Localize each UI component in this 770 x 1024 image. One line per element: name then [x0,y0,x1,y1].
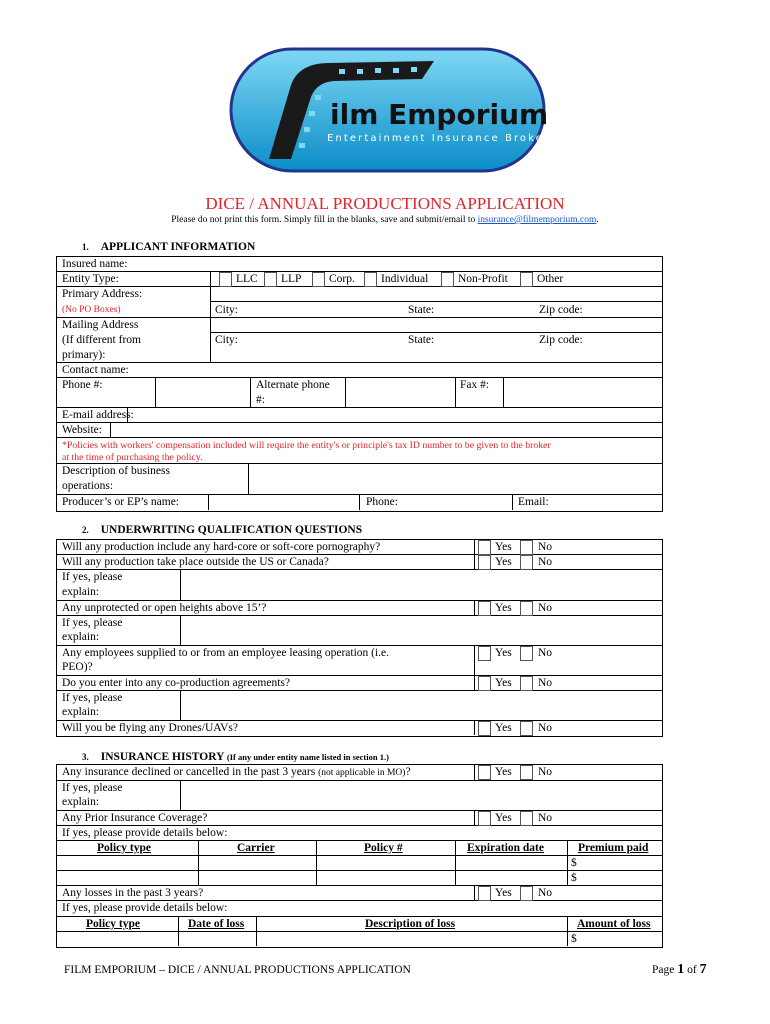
question-drones: Will you be flying any Drones/UAVs? [62,722,238,734]
llp-label: LLP [281,273,302,285]
loss-col-policy-type: Policy type [86,918,140,930]
zip-label: Zip code: [539,304,583,316]
q1-no-label: No [538,541,553,553]
q6-yes-checkbox[interactable] [478,721,491,736]
producer-phone-label: Phone: [366,496,398,508]
q5-yes-checkbox[interactable] [478,676,491,691]
llc-checkbox[interactable] [219,272,232,287]
col-carrier: Carrier [237,842,275,854]
mailing-city-label: City: [215,334,239,346]
q6-no-label: No [538,722,553,734]
premium-dollar-2: $ [571,872,577,884]
alt-phone-label-2: #: [256,394,265,406]
s3q2-no-checkbox[interactable] [520,811,533,826]
q5-explain-label: If yes, please [62,692,123,704]
q3-no-checkbox[interactable] [520,601,533,616]
q6-no-checkbox[interactable] [520,721,533,736]
mailing-address-label-3: primary): [62,349,106,361]
loss-col-amount: Amount of loss [577,918,651,930]
loss-col-description: Description of loss [365,918,456,930]
logo-tagline: Entertainment Insurance Brokers [327,133,546,144]
q5-yes-label: Yes [495,677,512,689]
s3q2-no-label: No [538,812,553,824]
phone-label: Phone #: [62,379,103,391]
llc-label: LLC [236,273,258,285]
mailing-address-label: Mailing Address [62,319,139,331]
website-label: Website: [62,424,102,436]
other-label: Other [537,273,564,285]
corp-checkbox[interactable] [312,272,325,287]
question-pornography: Will any production include any hard-core or soft-core pornography? [62,541,381,553]
producer-label: Producer’s or EP’s name: [62,496,180,508]
q3-explain-label: If yes, please [62,617,123,629]
premium-dollar-1: $ [571,857,577,869]
mailing-address-label-2: (If different from [62,334,141,346]
form-note: Please do not print this form. Simply fill in the blanks, save and submit/email to insurance@filmemporium.com. [171,215,599,225]
description-label: Description of business [62,465,170,477]
nonprofit-checkbox[interactable] [441,272,454,287]
question-declined: Any insurance declined or cancelled in the past 3 years (not applicable in MO)? [62,766,411,778]
q5-no-label: No [538,677,553,689]
footer-text: FILM EMPORIUM – DICE / ANNUAL PRODUCTIONS APPLICATION [64,964,411,976]
section3-title: 3. INSURANCE HISTORY (If any under entity name listed in section 1.) [82,751,389,763]
mailing-zip-label: Zip code: [539,334,583,346]
q3-yes-checkbox[interactable] [478,601,491,616]
q1-yes-label: Yes [495,541,512,553]
primary-address-label: Primary Address: [62,288,143,300]
state-label: State: [408,304,435,316]
nonprofit-label: Non-Profit [458,273,508,285]
q4-yes-label: Yes [495,647,512,659]
q6-yes-label: Yes [495,722,512,734]
individual-checkbox[interactable] [364,272,377,287]
q1-yes-checkbox[interactable] [478,540,491,555]
entity-type-label: Entity Type: [62,273,119,285]
q2-explain-label: If yes, please [62,571,123,583]
col-policy-number: Policy # [364,842,403,854]
fax-label: Fax #: [460,379,490,391]
section2-title: 2. UNDERWRITING QUALIFICATION QUESTIONS [82,524,363,536]
s3q1-no-checkbox[interactable] [520,765,533,780]
q2-yes-checkbox[interactable] [478,555,491,570]
loss-dollar: $ [571,933,577,945]
corp-label: Corp. [329,273,355,285]
question-heights: Any unprotected or open heights above 15’? [62,602,267,614]
s3q1-no-label: No [538,766,553,778]
producer-email-label: Email: [518,496,549,508]
q2-yes-label: Yes [495,556,512,568]
contact-name-label: Contact name: [62,364,129,376]
q3-explain-label-2: explain: [62,631,100,643]
question-outside-us: Will any production take place outside the US or Canada? [62,556,329,568]
question-prior-coverage: Any Prior Insurance Coverage? [62,812,208,824]
s3q3-yes-checkbox[interactable] [478,886,491,901]
s3q2-yes-label: Yes [495,812,512,824]
s3q3-yes-label: Yes [495,887,512,899]
question-employee-leasing-2: PEO)? [62,661,93,673]
policy-note-2: at the time of purchasing the policy. [62,452,203,463]
policy-note: *Policies with workers' compensation included will require the entity's or principle's tax ID number to be given to the broker [62,440,551,451]
city-label: City: [215,304,239,316]
loss-col-date: Date of loss [188,918,245,930]
s3q3-no-label: No [538,887,553,899]
email-link[interactable]: insurance@filmemporium.com [477,215,597,225]
s3q3-no-checkbox[interactable] [520,886,533,901]
question-coproduction: Do you enter into any co-production agreements? [62,677,291,689]
other-checkbox[interactable] [520,272,533,287]
losses-details-label: If yes, please provide details below: [62,902,228,914]
q2-no-label: No [538,556,553,568]
q2-explain-label-2: explain: [62,586,100,598]
mailing-state-label: State: [408,334,435,346]
s3q1-yes-label: Yes [495,766,512,778]
insured-name-label: Insured name: [62,258,128,270]
q4-yes-checkbox[interactable] [478,646,491,661]
no-po-note: (No PO Boxes) [62,305,121,315]
form-title: DICE / ANNUAL PRODUCTIONS APPLICATION [205,194,565,213]
q4-no-label: No [538,647,553,659]
prior-coverage-details-label: If yes, please provide details below: [62,827,228,839]
s3q2-yes-checkbox[interactable] [478,811,491,826]
film-emporium-logo [229,47,546,173]
col-expiration-date: Expiration date [467,842,544,854]
s3q1-explain-label-2: explain: [62,796,100,808]
q5-explain-label-2: explain: [62,706,100,718]
alt-phone-label: Alternate phone [256,379,330,391]
q3-no-label: No [538,602,553,614]
page-indicator: Page 1 of 7 [652,962,707,977]
section3-table [56,764,663,948]
q2-no-checkbox[interactable] [520,555,533,570]
q4-no-checkbox[interactable] [520,646,533,661]
q5-no-checkbox[interactable] [520,676,533,691]
section1-title: 1. APPLICANT INFORMATION [82,241,256,253]
email-address-label: E-mail address: [62,409,134,421]
question-employee-leasing: Any employees supplied to or from an employee leasing operation (i.e. [62,647,390,659]
q3-yes-label: Yes [495,602,512,614]
q1-no-checkbox[interactable] [520,540,533,555]
col-policy-type: Policy type [97,842,151,854]
s3q1-explain-label: If yes, please [62,782,123,794]
col-premium-paid: Premium paid [578,842,649,854]
description-label-2: operations: [62,480,114,492]
llp-checkbox[interactable] [264,272,277,287]
logo-brand: ilm Emporium [330,98,546,131]
question-losses: Any losses in the past 3 years? [62,887,204,899]
s3q1-yes-checkbox[interactable] [478,765,491,780]
individual-label: Individual [381,273,429,285]
